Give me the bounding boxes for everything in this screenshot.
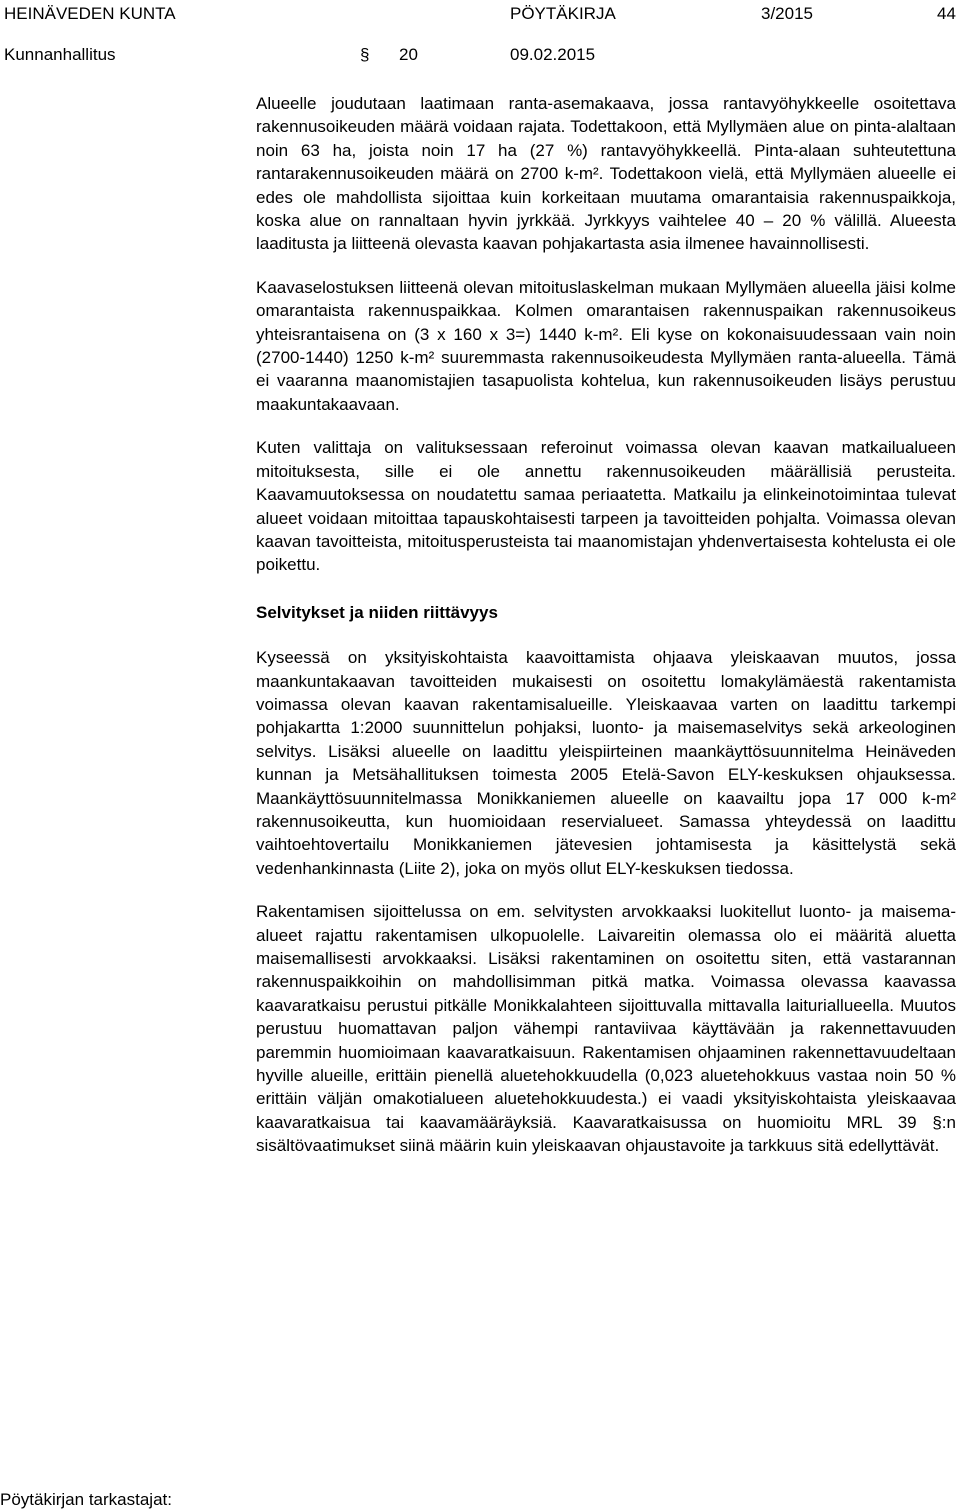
document-body [256, 92, 956, 1178]
paragraph: Kyseessä on yksityiskohtaista kaavoittamista ohjaava yleiskaavan muutos, jossa maankuntakaavan tavoitteiden mukaisesti on osoitettu lomakylämäestä rakentamista voimassa olevan kaavan rakentamisalueille. Yleiskaavaa varten on laadittu tarkempi pohjakartta 1:2000 suunnittelun pohjaksi, luonto- ja maisemaselvitys sekä arkeologinen selvitys. Lisäksi alueelle on laadittu yleispiirteinen maankäyttösuunnitelma Heinäveden kunnan ja Metsähallituksen toimesta 2005 Etelä-Savon ELY-keskuksen ohjauksessa. Maankäyttösuunnitelmassa Monikkaniemen alueelle on kaavailtu jopa 17 000 k-m² rakennusoikeutta, kun huomioidaan reservialueet. Samassa yhteydessä on laadittu vaihtoehtovertailu Monikkaniemen jätevesien johtamisesta ja käsittelystä sekä vedenhankinnasta (Liite 2), joka on myös ollut ELY-keskuksen tiedossa. [256, 648, 956, 878]
issue-number: 3/2015 [761, 4, 813, 23]
meeting-date: 09.02.2015 [510, 45, 596, 64]
org-name: HEINÄVEDEN KUNTA [4, 4, 176, 23]
document-type: PÖYTÄKIRJA [510, 4, 616, 23]
section-symbol: § [360, 45, 370, 64]
page-number: 44 [937, 4, 956, 23]
section-heading: Selvitykset ja niiden riittävyys [256, 602, 498, 622]
paragraph: Kaavaselostuksen liitteenä olevan mitoituslaskelman mukaan Myllymäen alueella jäisi kolme omarantaista rakennuspaikkaa. Kolmen omarantaisen rakennuspaikan rakennusoikeus yhteisrantaisena on (3 x 160 x 3=) 1440 k-m². Eli kyse on kokonaisuudessaan vain noin (2700-1440) 1250 k-m² suuremmasta rakennusoikeudesta Myllymäen ranta-alueella. Tämä ei vaaranna maanomistajien tasapuolista kohtelua, kun rakennusoikeuden lisäys perustuu maakuntakaavaan. [256, 277, 956, 414]
paragraph: Kuten valittaja on valituksessaan referoinut voimassa olevan kaavan matkailualueen mitoituksesta, sille ei ole annettu rakennusoikeuden määrällisiä perusteita. Kaavamuutoksessa on noudatettu samaa periaatetta. Matkailu ja elinkeinotoimintaa tulevat alueet voidaan mitoittaa tapauskohtaisesti tarpeen ja tavoitteiden pohjalta. Voimassa olevan kaavan tavoitteista, mitoitusperusteista tai maanomistajan yhdenvertaisesta kohtelusta ei ole poikettu. [256, 438, 956, 575]
paragraph: Alueelle joudutaan laatimaan ranta-asemakaava, jossa rantavyöhykkeelle osoitettava rakennusoikeuden määrä voidaan rajata. Todettakoon, että Myllymäen alue on pinta-alaltaan noin 63 ha, joista noin 17 ha (27 %) rantavyöhykkeellä. Pinta-alaan suhteutettuna rantarakennusoikeuden määrä on 2700 k-m². Todettakoon vielä, että Myllymäen alueelle ei edes ole mahdollista sijoittaa kuin korkeitaan muutama omarantaisia rakennuspaikkoja, koska alue on rannaltaan hyvin jyrkkää. Jyrkkyys vaihtelee 40 – 20 % välillä. Alueesta laaditusta ja liitteenä olevasta kaavan pohjakartasta asia ilmenee havainnollisesti. [256, 94, 956, 254]
paragraph: Rakentamisen sijoittelussa on em. selvitysten arvokkaaksi luokitellut luonto- ja maisema-alueet rajattu rakentamisen ulkopuolelle. Laivareitin olemassa olo ei määritä aluetta maisemallisesti arvokkaaksi. Lisäksi rakentaminen on osoitettu siten, että vastarannan rakennuspaikkoihin on mahdollisimman pitkä matka. Voimassa olevassa kaavassa kaavaratkaisu perustui pitkälle Monikkalahteen sijoittuvalla mittavalla laituriallueella. Muutos perustuu huomattavan paljon vähempi rantaviivaa käyttävään ja rakennettavuuden paremmin huomioimaan kaavaratkaisuun. Rakentamisen ohjaaminen rakennettavuudeltaan hyville alueille, erittäin pienellä aluetehokkuudella (0,023 aluetehokkuus vastaa noin 50 % erittäin väljän omakotialueen aluetehokkuudesta.) ei vaadi yksityiskohtaista yleiskaavaa kaavaratkaisua tai kaavamääräyksiä. Kaavaratkaisussa on huomioitu MRL 39 §:n sisältövaatimukset siinä määrin kuin yleiskaavan ohjaustavoite ja tarkkuus sitä edellyttävät. [256, 902, 956, 1156]
footer-inspectors-label: Pöytäkirjan tarkastajat: [0, 1490, 172, 1509]
section-number: 20 [399, 45, 418, 64]
body-name: Kunnanhallitus [4, 45, 116, 64]
